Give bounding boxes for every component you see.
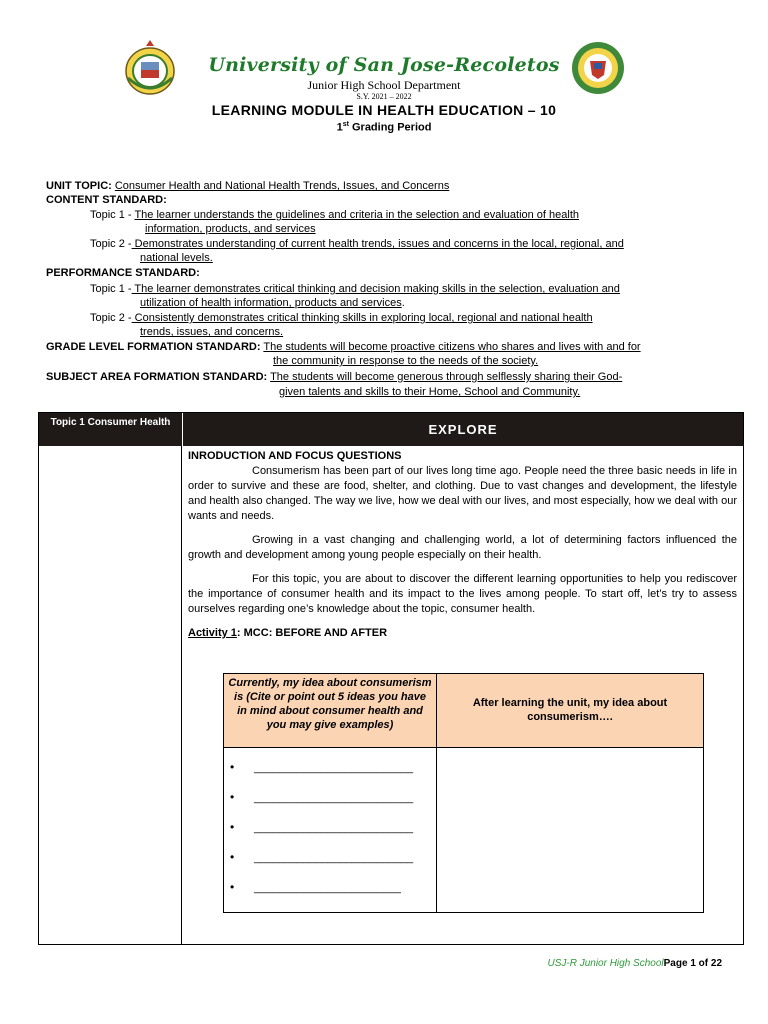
answer-blank-3[interactable]: • __________________________: [230, 820, 414, 834]
explore-header-cell: EXPLORE: [182, 413, 743, 446]
subject-area-formation-standard: SUBJECT AREA FORMATION STANDARD: The students will become generous through selflessly sharing their God-: [46, 371, 623, 383]
before-column-header: Currently, my idea about consumerism is (Cite or point out 5 ideas you have in mind about consumer health and you may give examples): [224, 674, 437, 748]
answer-blank-1[interactable]: • __________________________: [230, 760, 414, 774]
grade-level-formation-standard: GRADE LEVEL FORMATION STANDARD: The students will become proactive citizens who shares and lives with and for: [46, 341, 641, 353]
grading-period: 1st Grading Period: [336, 121, 432, 134]
answer-blank-2[interactable]: • __________________________: [230, 790, 414, 804]
department-name: Junior High School Department: [307, 78, 461, 92]
content-topic2-line2: national levels.: [140, 252, 213, 264]
topic-header-cell: Topic 1 Consumer Health: [39, 413, 182, 446]
performance-standard-label: PERFORMANCE STANDARD:: [46, 267, 200, 279]
intro-paragraph-3: For this topic, you are about to discover the different learning opportunities to help you rediscover the importance of consumer health and its impact to the lives among people. To start off, let’s try to assess ourselves regarding one’s knowledge about the topic, consumer health.: [188, 573, 737, 615]
footer-school: USJ-R Junior High School: [547, 958, 664, 969]
perf-topic2-line2: trends, issues, and concerns.: [140, 326, 284, 338]
content-topic2-line1: Topic 2 - Demonstrates understanding of current health trends, issues and concerns in the local, regional, and: [90, 238, 624, 250]
activity-column-divider: [436, 748, 437, 912]
school-year: S.Y. 2021 – 2022: [356, 92, 412, 101]
university-name: University of San Jose-Recoletos: [208, 54, 560, 76]
answer-blank-4[interactable]: • __________________________: [230, 850, 414, 864]
explore-content: [188, 449, 737, 641]
intro-paragraph-1: Consumerism has been part of our lives long time ago. People need the three basic needs in life in order to survive and these are food, shelter, and clothing. Due to vast changes and development, the lifestyle and health also changed. The way we live, how we deal with our lives, and most especially, how we deal with our wants and needs.: [188, 465, 737, 522]
content-standard-label: CONTENT STANDARD:: [46, 194, 167, 206]
intro-paragraph-2: Growing in a vast changing and challenging world, a lot of determining factors influenced the growth and development among young people especially on their health.: [188, 534, 737, 561]
perf-topic2-line1: Topic 2 - Consistently demonstrates critical thinking skills in exploring local, regional and national health: [90, 312, 593, 324]
page-header: [0, 38, 768, 138]
school-seal-icon: [571, 41, 625, 95]
after-column-header: After learning the unit, my idea about consumerism….: [437, 674, 703, 748]
before-answer-list: [230, 760, 430, 910]
section-title: INRODUCTION AND FOCUS QUESTIONS: [188, 450, 402, 462]
perf-topic1-line2: utilization of health information, products and services.: [140, 297, 405, 309]
column-divider: [181, 446, 182, 944]
page-number: Page 1 of 22: [663, 958, 722, 969]
activity-table: [223, 673, 704, 913]
unit-topic: UNIT TOPIC: Consumer Health and National Health Trends, Issues, and Concerns: [46, 180, 450, 192]
content-topic1-line1: Topic 1 - The learner understands the guidelines and criteria in the selection and evaluation of health: [90, 209, 580, 221]
activity-title: Activity 1: MCC: BEFORE AND AFTER: [188, 627, 388, 639]
glfs-line2: the community in response to the needs of the society.: [273, 355, 539, 367]
content-topic1-line2: information, products, and services: [145, 223, 316, 235]
page-footer: [0, 958, 722, 969]
perf-topic1-line1: Topic 1 - The learner demonstrates critical thinking and decision making skills in the selection, evaluation and: [90, 283, 620, 295]
module-title: LEARNING MODULE IN HEALTH EDUCATION – 10: [211, 102, 557, 118]
answer-blank-5[interactable]: • ________________________: [230, 880, 401, 894]
safs-line2: given talents and skills to their Home, School and Community.: [279, 386, 581, 398]
